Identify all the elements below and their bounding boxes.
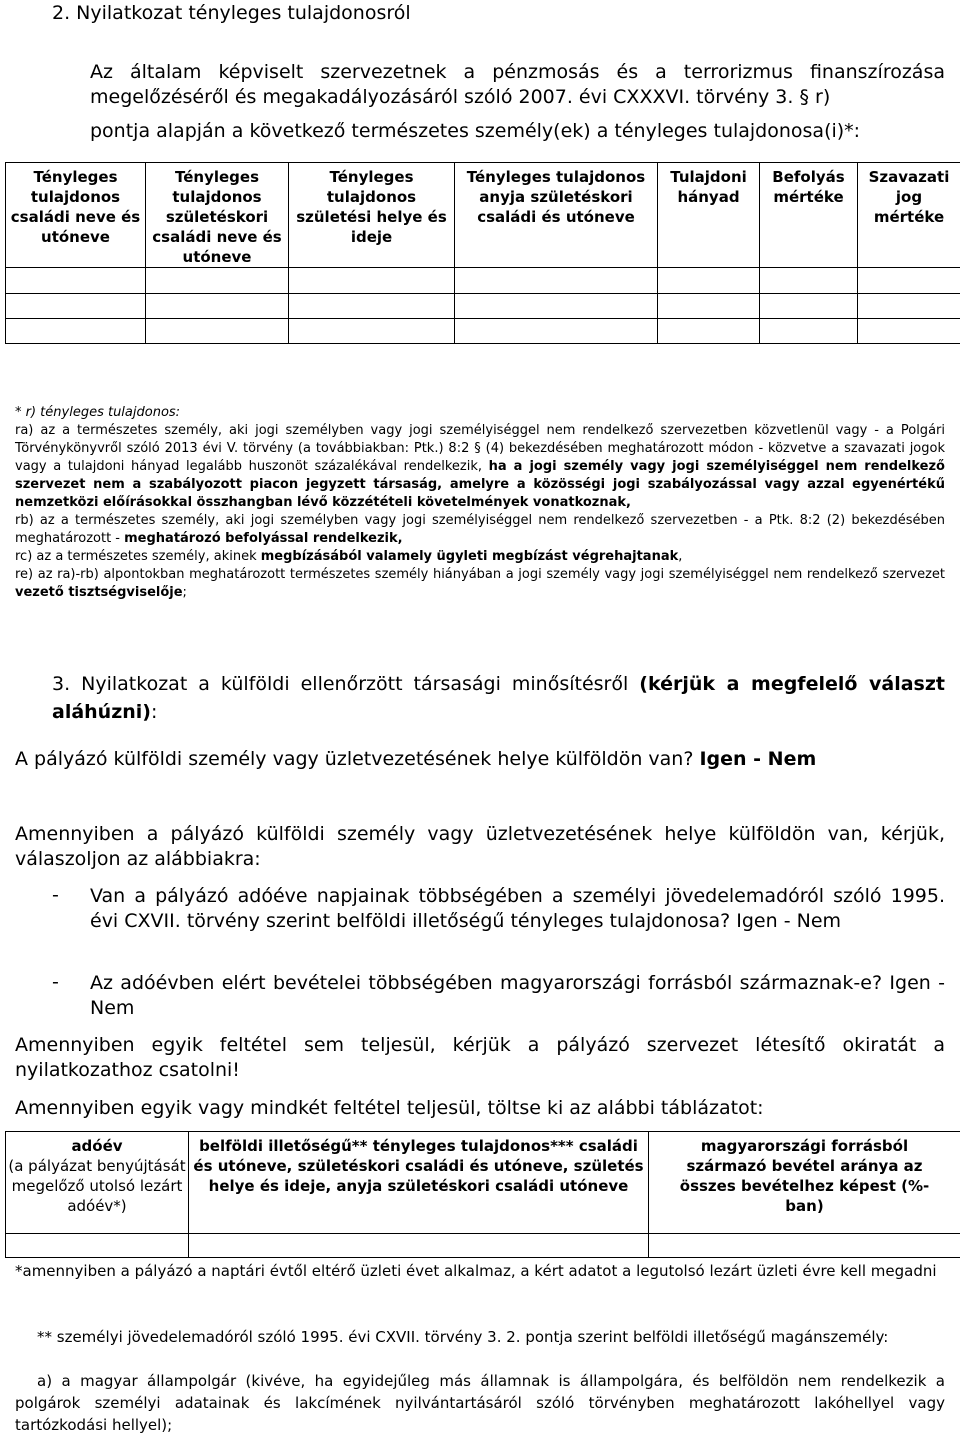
table-cell[interactable] xyxy=(760,319,858,344)
beneficial-owner-table xyxy=(5,162,960,344)
footnote-rb-bold: meghatározó befolyással rendelkezik, xyxy=(124,531,402,546)
list-item-revenue-source: Az adóévben elért bevételei többségében magyarországi forrásból származnak-e? Igen - Nem xyxy=(90,971,945,1021)
section-2-intro: Az általam képviselt szervezetnek a pénzmosás és a terrorizmus finanszírozása megelőzéséről és megakadályozásáról szóló 2007. évi CXXXVI. törvény 3. § r) xyxy=(90,60,945,110)
table-row xyxy=(6,294,960,319)
table-cell[interactable] xyxy=(6,294,146,319)
tax-residency-table xyxy=(5,1131,960,1258)
table-row xyxy=(6,319,960,344)
table-cell[interactable] xyxy=(455,319,658,344)
table-cell[interactable] xyxy=(289,319,455,344)
section-3-heading xyxy=(52,670,945,726)
header-ownership-share: Tulajdoni hányad xyxy=(658,163,760,268)
table-cell[interactable] xyxy=(760,268,858,294)
header-resident-owner: belföldi illetőségű** tényleges tulajdonos*** családi és utóneve, születéskori családi és utóneve, születés helye és ideje, anyja születéskori családi utóneve xyxy=(189,1132,649,1234)
table-cell[interactable] xyxy=(289,268,455,294)
table-cell[interactable] xyxy=(455,268,658,294)
list-dash: - xyxy=(52,971,59,993)
footnote-rc-bold: megbízásából valamely ügyleti megbízást végrehajtanak xyxy=(261,549,679,564)
table-cell[interactable] xyxy=(146,294,289,319)
footnote-ra: ra) az a természetes személy, aki jogi személyben vagy jogi személyiséggel nem rendelkező szervezetben közvetlenül vagy - a Polgári Törvénykönyvről szóló 2013 évi V. törvény (a továbbiakban: Ptk.) 8:2 § (4) bekezdésében meghatározott módon - közvetve a szavazati jogok vagy a tulajdoni hányad legalább huszonöt százalékával rendelkezik, xyxy=(15,423,945,474)
note-hungarian-citizen: a) a magyar állampolgár (kivéve, ha egyidejűleg más államnak is állampolgára, és belföldön nem rendelkezik a polgárok személyi adatainak és lakcímének nyilvántartásáról szóló törvényben meghatározott lakóhellyel vagy tartózkodási hellyel); xyxy=(15,1370,945,1436)
table-cell[interactable] xyxy=(6,1234,189,1258)
section-2-heading: 2. Nyilatkozat tényleges tulajdonosról xyxy=(52,2,411,24)
paragraph-foreign: Amennyiben a pályázó külföldi személy vagy üzletvezetésének helye külföldön van, kérjük, válaszoljon az alábbiakra: xyxy=(15,822,945,872)
section-3-heading-text: 3. Nyilatkozat a külföldi ellenőrzött társasági minősítésről xyxy=(52,673,639,695)
header-birth-name: Tényleges tulajdonos születéskori családi neve és utóneve xyxy=(146,163,289,268)
list-item-owner-residency: Van a pályázó adóéve napjainak többségében a személyi jövedelemadóról szóló 1995. évi CXVII. törvény szerint belföldi illetőségű tényleges tulajdonosa? Igen - Nem xyxy=(90,884,945,934)
header-birth-place-date: Tényleges tulajdonos születési helye és ideje xyxy=(289,163,455,268)
footnote-title: * r) tényleges tulajdonos: xyxy=(15,405,180,420)
section-2-intro-line2: pontja alapján a következő természetes személy(ek) a tényleges tulajdonosa(i)*: xyxy=(90,120,860,142)
table-cell[interactable] xyxy=(146,319,289,344)
foreign-question-answer[interactable]: Igen - Nem xyxy=(699,748,816,770)
section-3-heading-colon: : xyxy=(151,701,157,723)
table-cell[interactable] xyxy=(858,268,960,294)
table-cell[interactable] xyxy=(455,294,658,319)
list-dash: - xyxy=(52,884,59,906)
footnote-rc-end: , xyxy=(678,549,682,564)
note-business-year: *amennyiben a pályázó a naptári évtől eltérő üzleti évet alkalmaz, a kért adatot a legutolsó lezárt üzleti évre kell megadni xyxy=(15,1260,945,1282)
table-cell[interactable] xyxy=(146,268,289,294)
header-tax-year-note: (a pályázat benyújtását megelőző utolsó lezárt adóév*) xyxy=(8,1157,185,1215)
paragraph-condition-met: Amennyiben egyik vagy mindkét feltétel teljesül, töltse ki az alábbi táblázatot: xyxy=(15,1096,945,1121)
table-cell[interactable] xyxy=(658,268,760,294)
header-influence: Befolyás mértéke xyxy=(760,163,858,268)
footnote-re-end: ; xyxy=(183,585,187,600)
table-row xyxy=(6,268,960,294)
foreign-question xyxy=(15,748,816,770)
footnote-ra-bold: ha a jogi személy vagy jogi személyiséggel nem rendelkező szervezet nem a szabályozott piacon jegyzett társaság, amelyre a közösségi jogi szabályozással vagy azzal egyenértékű nemzetközi előírásokkal összhangban lévő közzétételi követelmények vonatkoznak, xyxy=(15,459,945,510)
footnote-definitions xyxy=(15,404,945,602)
header-mother-name: Tényleges tulajdonos anyja születéskori családi és utóneve xyxy=(455,163,658,268)
table-cell[interactable] xyxy=(658,294,760,319)
table-cell[interactable] xyxy=(858,319,960,344)
section-3-heading-bold: (kérjük a megfelelő választ aláhúzni) xyxy=(52,673,945,723)
table-cell[interactable] xyxy=(649,1234,960,1258)
footnote-re: re) az ra)-rb) alpontokban meghatározott természetes személy hiányában a jogi személy vagy jogi személyiséggel nem rendelkező szervezet xyxy=(15,567,945,582)
footnote-rb: rb) az a természetes személy, aki jogi személyben vagy jogi személyiséggel nem rendelkező szervezetben - a Ptk. 8:2 (2) bekezdésében meghatározott - xyxy=(15,513,945,546)
table-cell[interactable] xyxy=(658,319,760,344)
foreign-question-text: A pályázó külföldi személy vagy üzletvezetésének helye külföldön van? xyxy=(15,748,699,770)
header-voting-right: Szavazati jog mértéke xyxy=(858,163,960,268)
header-domestic-revenue-ratio: magyarországi forrásból származó bevétel aránya az összes bevételhez képest (%-ban) xyxy=(649,1132,960,1234)
table-cell[interactable] xyxy=(189,1234,649,1258)
header-tax-year xyxy=(6,1132,189,1234)
header-tax-year-bold: adóév xyxy=(71,1137,122,1155)
table-row xyxy=(6,1234,960,1258)
footnote-re-bold: vezető tisztségviselője xyxy=(15,585,183,600)
table-cell[interactable] xyxy=(6,319,146,344)
note-resident-definition: ** személyi jövedelemadóról szóló 1995. évi CXVII. törvény 3. 2. pontja szerint belföldi illetőségű magánszemély: xyxy=(15,1326,945,1348)
table-cell[interactable] xyxy=(858,294,960,319)
header-owner-name: Tényleges tulajdonos családi neve és utóneve xyxy=(6,163,146,268)
paragraph-no-condition: Amennyiben egyik feltétel sem teljesül, kérjük a pályázó szervezet létesítő okiratát a nyilatkozathoz csatolni! xyxy=(15,1033,945,1083)
table-cell[interactable] xyxy=(760,294,858,319)
footnote-rc: rc) az a természetes személy, akinek xyxy=(15,549,261,564)
table-cell[interactable] xyxy=(6,268,146,294)
table-cell[interactable] xyxy=(289,294,455,319)
